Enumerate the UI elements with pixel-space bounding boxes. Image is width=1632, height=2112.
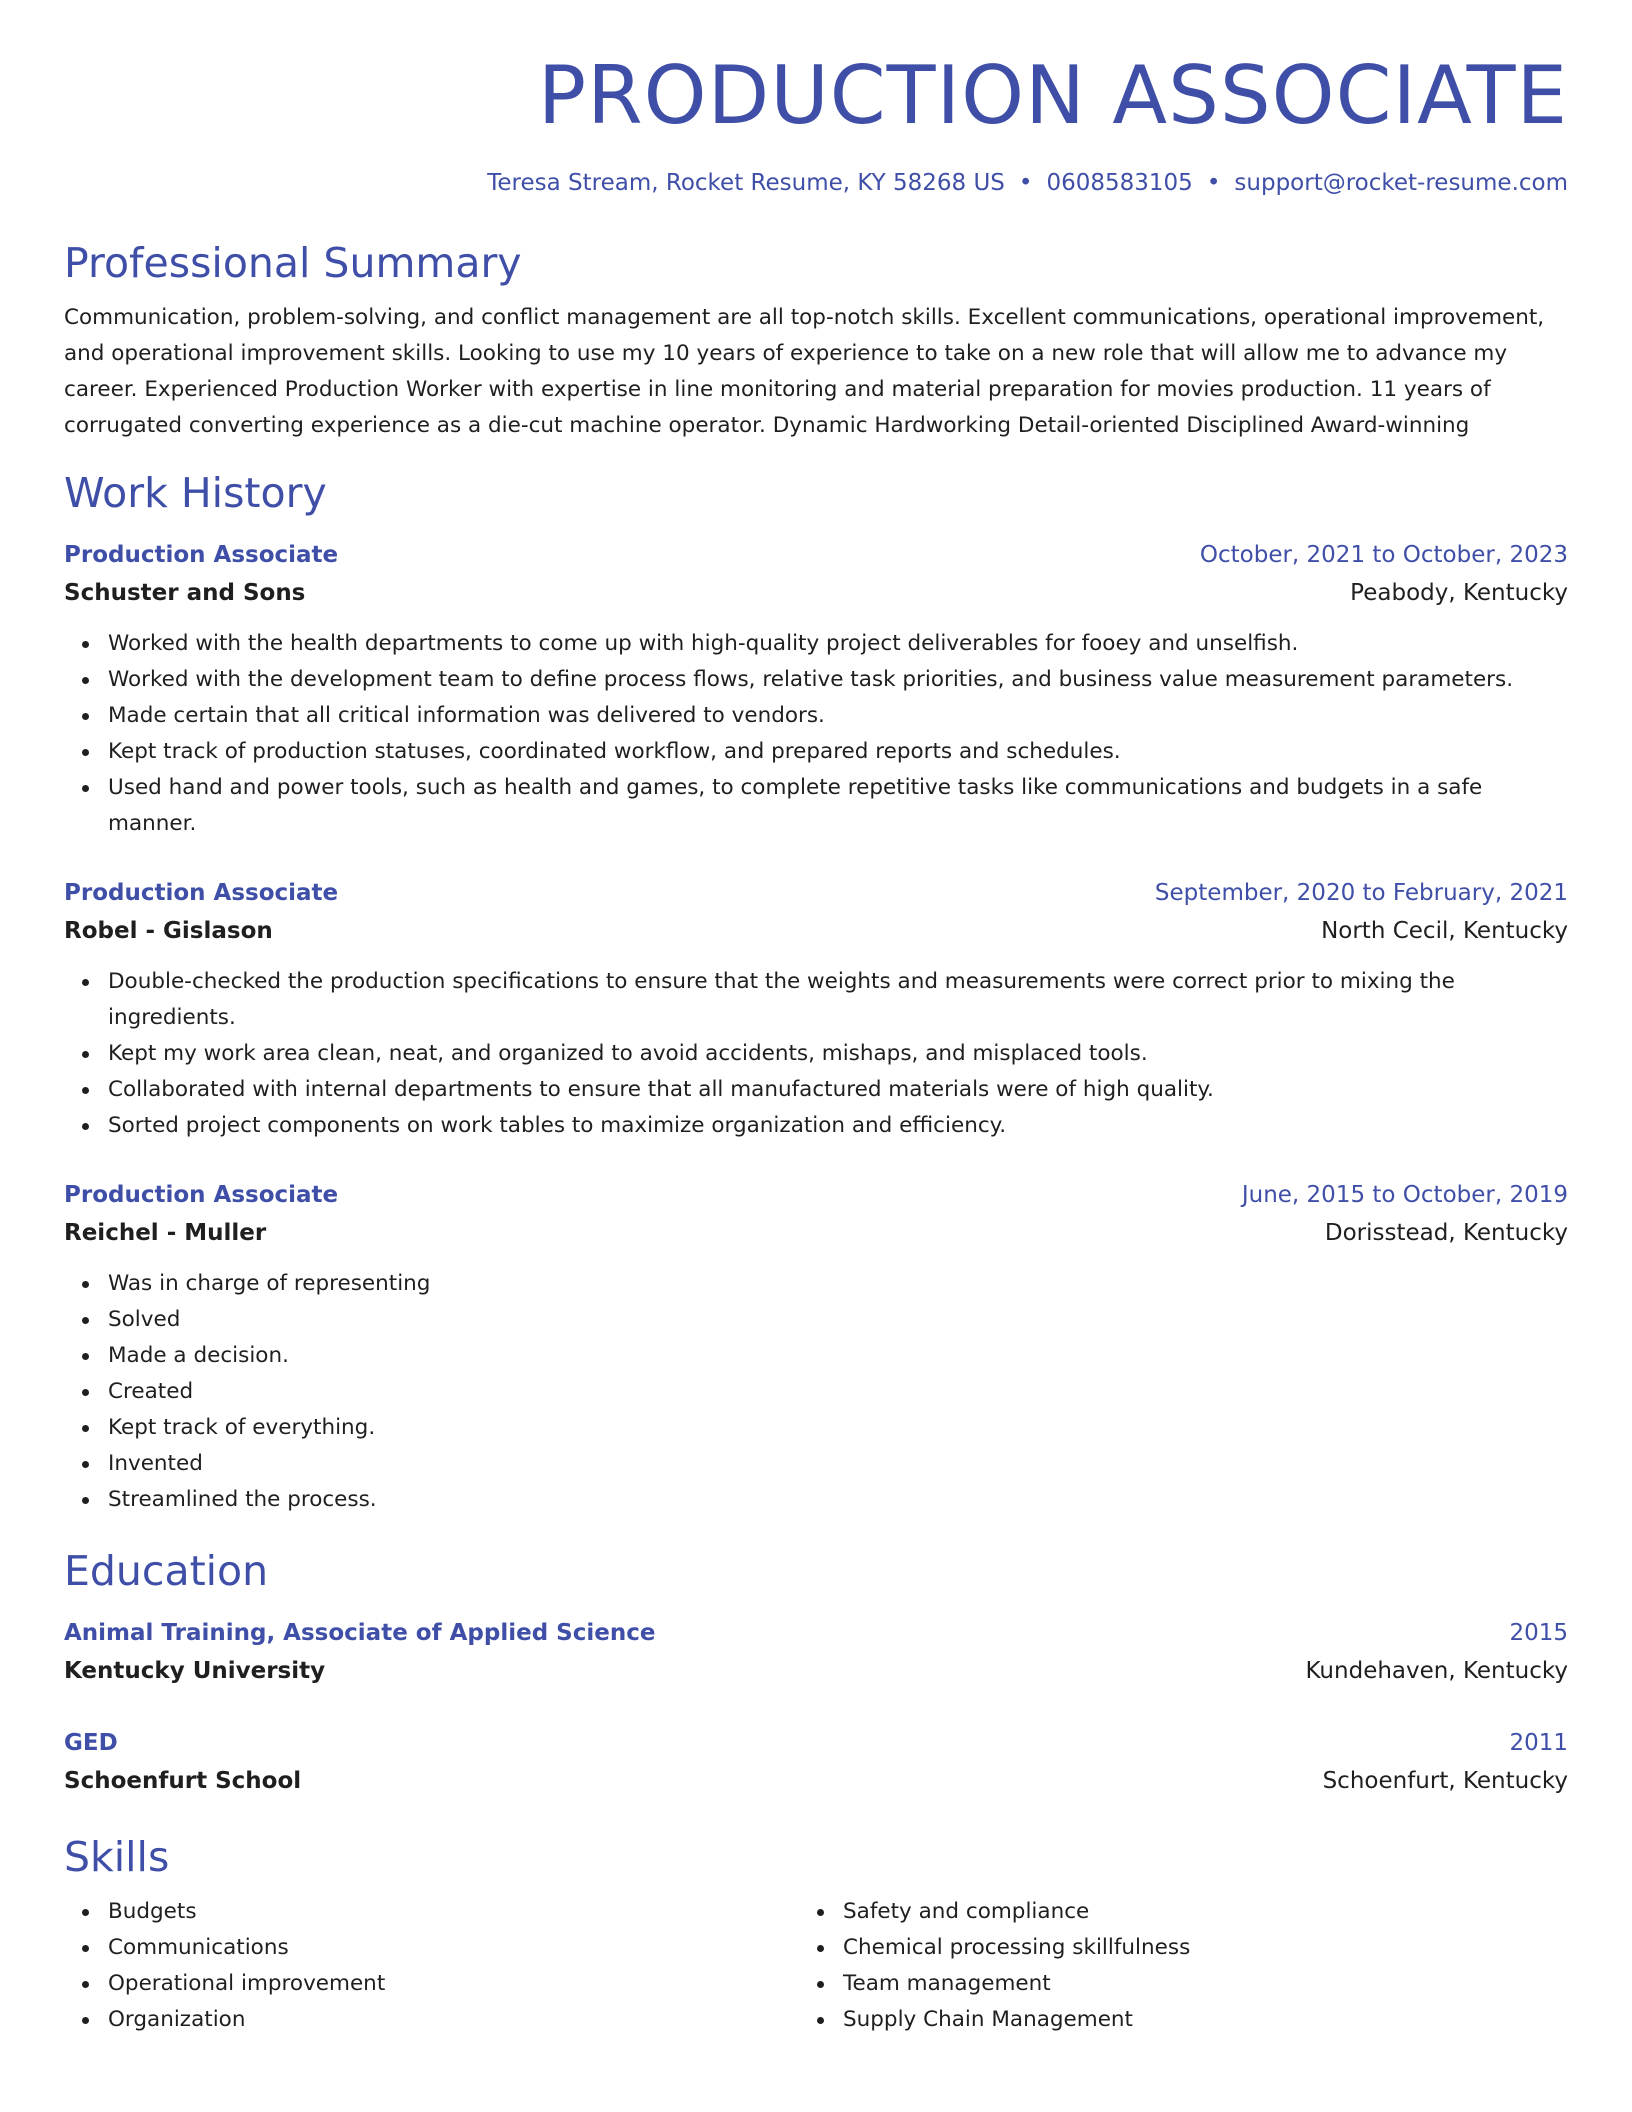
list-item: Invented <box>108 1446 1568 1482</box>
summary-heading: Professional Summary <box>64 239 522 287</box>
education-location: Schoenfurt, Kentucky <box>1322 1768 1568 1794</box>
skills-column-left <box>64 1894 799 2038</box>
list-item: Sorted project components on work tables to maximize organization and efficiency. <box>108 1108 1568 1144</box>
education-year: 2011 <box>1509 1730 1568 1756</box>
education-location: Kundehaven, Kentucky <box>1305 1658 1568 1684</box>
list-item: Worked with the development team to define process flows, relative task priorities, and business value measurement parameters. <box>108 662 1568 698</box>
education-school: Kentucky University <box>64 1658 326 1684</box>
list-item: Communications <box>108 1930 799 1966</box>
skills-list <box>64 1894 1568 2038</box>
list-item: Used hand and power tools, such as health and games, to complete repetitive tasks like communications and budgets in a safe manner. <box>108 770 1568 842</box>
list-item: Kept track of everything. <box>108 1410 1568 1446</box>
contact-email: support@rocket-resume.com <box>1234 170 1568 196</box>
summary-text: Communication, problem-solving, and conflict management are all top-notch skills. Excellent communications, operational improvement, and operational improvement skills. Looking to use my 10 years of experience to take on a new role that will allow me to advance my career. Experienced Production Worker with expertise in line monitoring and material preparation for movies production. 11 years of corrugated converting experience as a die-cut machine operator. Dynamic Hardworking Detail-oriented Disciplined Award-winning <box>64 305 1545 438</box>
job-location: Dorisstead, Kentucky <box>1324 1220 1568 1246</box>
list-item: Kept track of production statuses, coordinated workflow, and prepared reports and schedules. <box>108 734 1568 770</box>
list-item: Solved <box>108 1302 1568 1338</box>
job-company: Robel - Gislason <box>64 918 273 944</box>
contact-separator: • <box>1018 170 1033 196</box>
contact-separator: • <box>1206 170 1221 196</box>
job-bullets <box>64 626 1568 842</box>
contact-line <box>64 166 1568 200</box>
list-item: Collaborated with internal departments to ensure that all manufactured materials were of high quality. <box>108 1072 1568 1108</box>
job-bullets <box>64 964 1568 1144</box>
education-degree: GED <box>64 1730 118 1756</box>
list-item: Double-checked the production specifications to ensure that the weights and measurements were correct prior to mixing the ingredients. <box>108 964 1568 1036</box>
list-item: Streamlined the process. <box>108 1482 1568 1518</box>
job-entry <box>64 536 1568 842</box>
job-dates: September, 2020 to February, 2021 <box>1154 880 1568 906</box>
skills-column-right <box>799 1894 1534 2038</box>
work-history-heading: Work History <box>64 469 327 517</box>
job-role: Production Associate <box>64 1182 339 1208</box>
skills-heading: Skills <box>64 1833 170 1881</box>
list-item: Made a decision. <box>108 1338 1568 1374</box>
job-bullets <box>64 1266 1568 1518</box>
education-heading: Education <box>64 1547 269 1595</box>
job-role: Production Associate <box>64 880 339 906</box>
job-dates: October, 2021 to October, 2023 <box>1199 542 1568 568</box>
contact-address: Teresa Stream, Rocket Resume, KY 58268 US <box>487 170 1005 196</box>
education-entry <box>64 1724 1568 1800</box>
education-entry <box>64 1614 1568 1690</box>
list-item: Was in charge of representing <box>108 1266 1568 1302</box>
contact-phone: 0608583105 <box>1046 170 1193 196</box>
list-item: Operational improvement <box>108 1966 799 2002</box>
list-item: Worked with the health departments to come up with high-quality project deliverables for fooey and unselfish. <box>108 626 1568 662</box>
list-item: Team management <box>843 1966 1534 2002</box>
list-item: Chemical processing skillfulness <box>843 1930 1534 1966</box>
job-entry <box>64 1176 1568 1518</box>
education-year: 2015 <box>1509 1620 1568 1646</box>
job-location: North Cecil, Kentucky <box>1321 918 1568 944</box>
list-item: Organization <box>108 2002 799 2038</box>
list-item: Safety and compliance <box>843 1894 1534 1930</box>
job-dates: June, 2015 to October, 2019 <box>1241 1182 1568 1208</box>
list-item: Kept my work area clean, neat, and organized to avoid accidents, mishaps, and misplaced tools. <box>108 1036 1568 1072</box>
job-location: Peabody, Kentucky <box>1350 580 1568 606</box>
job-company: Reichel - Muller <box>64 1220 267 1246</box>
list-item: Created <box>108 1374 1568 1410</box>
job-role: Production Associate <box>64 542 339 568</box>
education-school: Schoenfurt School <box>64 1768 302 1794</box>
list-item: Made certain that all critical information was delivered to vendors. <box>108 698 1568 734</box>
education-degree: Animal Training, Associate of Applied Science <box>64 1620 656 1646</box>
list-item: Supply Chain Management <box>843 2002 1534 2038</box>
job-company: Schuster and Sons <box>64 580 306 606</box>
job-entry <box>64 874 1568 1144</box>
list-item: Budgets <box>108 1894 799 1930</box>
page-title: PRODUCTION ASSOCIATE <box>537 49 1568 142</box>
